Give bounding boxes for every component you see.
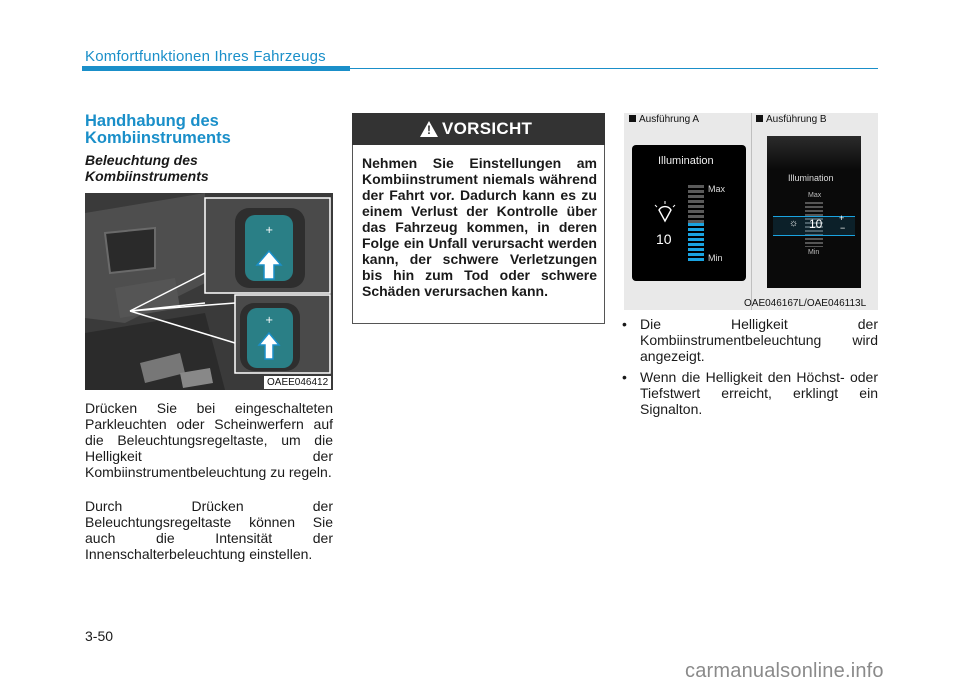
bullet-text-1: Die Helligkeit der Kombiinstrumentbeleuchtung wird angezeigt. [640, 316, 878, 364]
brightness-level-a [688, 223, 704, 261]
display-b-plus: + [839, 213, 845, 223]
display-b-min: Min [808, 249, 820, 256]
svg-text:+: + [265, 315, 274, 326]
display-b-value: 10 [809, 217, 823, 231]
bullet-dot: • [622, 316, 627, 332]
figure-code: OAE046167L/OAE046113L [744, 298, 867, 309]
page-number: 3-50 [85, 628, 114, 644]
caution-heading: VORSICHT [442, 119, 533, 138]
section-title [85, 113, 335, 147]
dashboard-switch-illustration [85, 193, 333, 390]
variant-a-text: Ausführung A [639, 114, 700, 125]
variant-a-label [629, 114, 699, 125]
section-title-line2: Kombiinstruments [85, 129, 231, 147]
caution-text: Nehmen Sie Einstellungen am Kombiinstrument niemals während der Fahrt vor. Dadurch kann es zu einem Verlust der Kontrolle über das Fahrzeug kommen, in deren Folge ein Unfall verursacht werden kann, der schwere Verletzungen bis hin zum Tod oder schwere Schäden verursachen kann. [362, 155, 597, 299]
subsection-title [85, 152, 335, 184]
display-b-max: Max [808, 192, 822, 199]
section-title-line1: Handhabung des [85, 112, 219, 130]
dashboard-switch-photo [85, 193, 333, 390]
body-paragraph-2: Durch Drücken der Beleuchtungsregeltaste können Sie auch die Intensität der Innenschalterbeleuchtung einstellen. [85, 498, 333, 562]
variant-b-label [756, 114, 827, 125]
svg-text:+: + [265, 225, 274, 236]
display-variant-b [767, 136, 861, 288]
display-variant-a [632, 145, 746, 281]
display-b-title: Illumination [788, 173, 834, 183]
display-a-title: Illumination [658, 155, 714, 167]
square-bullet-icon [756, 115, 763, 122]
chapter-title-bar [82, 66, 350, 71]
bullet-dot: • [622, 369, 627, 385]
display-a-value: 10 [656, 231, 672, 247]
display-a-max: Max [708, 184, 726, 194]
subsection-title-line1: Beleuchtung des [85, 152, 198, 168]
display-b-topbar [767, 136, 861, 170]
chapter-title: Komfortfunktionen Ihres Fahrzeugs [85, 48, 326, 65]
caution-header [352, 113, 605, 145]
warning-triangle-icon [420, 121, 438, 137]
variant-b-text: Ausführung B [766, 114, 827, 125]
bullet-text-2: Wenn die Helligkeit den Höchst- oder Tiefstwert erreicht, erklingt ein Signalton. [640, 369, 878, 417]
photo-code: OAEE046412 [264, 376, 331, 389]
figure-divider [751, 113, 752, 310]
display-a-min: Min [708, 253, 723, 263]
subsection-title-line2: Kombiinstruments [85, 168, 209, 184]
illumination-icon [652, 201, 678, 223]
body-paragraph-1: Drücken Sie bei eingeschalteten Parkleuchten oder Scheinwerfern auf die Beleuchtungsregeltaste, um die Helligkeit der Kombiinstrumentbeleuchtung zu regeln. [85, 400, 333, 480]
header-rule [350, 68, 878, 69]
illumination-icon: ☼ [789, 218, 799, 229]
display-b-minus: − [840, 223, 846, 233]
square-bullet-icon [629, 115, 636, 122]
watermark: carmanualsonline.info [685, 660, 884, 682]
